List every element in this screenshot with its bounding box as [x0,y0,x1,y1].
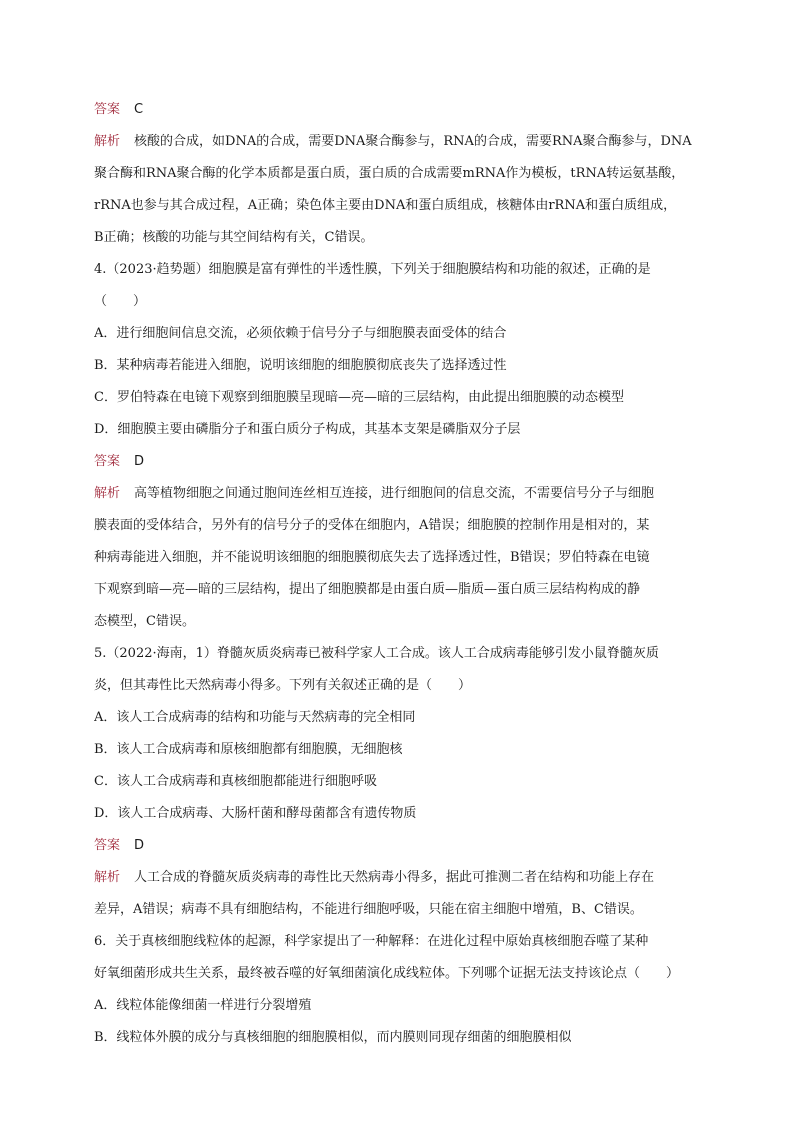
analysis-line [94,868,704,888]
answer-value: D [134,838,145,853]
answer-value: C [134,102,144,117]
answer-label: 答案 [94,102,121,117]
answer-label: 答案 [94,454,121,469]
question-6 [94,932,704,1048]
analysis-line [94,132,704,152]
option-a: A．线粒体能像细菌一样进行分裂增殖 [94,998,312,1013]
question-text: 5.（2022·海南，1）脊髓灰质炎病毒已被科学家人工合成。该人工合成病毒能够引发小鼠脊髓灰质 [94,646,659,661]
analysis-text: 膜表面的受体结合，另外有的信号分子的受体在细胞内，A错误；细胞膜的控制作用是相对的，某 [94,518,650,533]
option-c: C．该人工合成病毒和真核细胞都能进行细胞呼吸 [94,774,377,789]
option-b: B．某种病毒若能进入细胞，说明该细胞的细胞膜彻底丧失了选择透过性 [94,358,507,373]
option-a: A．该人工合成病毒的结构和功能与天然病毒的完全相同 [94,710,416,725]
analysis-text: 差异，A错误；病毒不具有细胞结构，不能进行细胞呼吸，只能在宿主细胞中增殖，B、C错误。 [94,902,643,917]
option-b: B．该人工合成病毒和原核细胞都有细胞膜，无细胞核 [94,742,403,757]
analysis-label: 解析 [94,870,121,885]
question-text: （ ） [94,294,147,309]
answer-line [94,100,704,120]
option-a: A．进行细胞间信息交流，必须依赖于信号分子与细胞膜表面受体的结合 [94,326,507,341]
answer-value: D [134,454,145,469]
question-text: 炎，但其毒性比天然病毒小得多。下列有关叙述正确的是（ ） [94,678,472,693]
analysis-text: 态模型，C错误。 [94,614,195,629]
question-text: 4.（2023·趋势题）细胞膜是富有弹性的半透性膜，下列关于细胞膜结构和功能的叙述，正确的是 [94,262,651,277]
analysis-text: 聚合酶和RNA聚合酶的化学本质都是蛋白质，蛋白质的合成需要mRNA作为模板，tRNA转运氨基酸， [94,166,685,181]
option-b: B．线粒体外膜的成分与真核细胞的细胞膜相似，而内膜则同现存细菌的细胞膜相似 [94,1030,572,1045]
option-c: C．罗伯特森在电镜下观察到细胞膜呈现暗—亮—暗的三层结构，由此提出细胞膜的动态模型 [94,390,624,405]
answer-line [94,452,704,472]
question-text: 6．关于真核细胞线粒体的起源，科学家提出了一种解释：在进化过程中原始真核细胞吞噬了某种 [94,934,649,949]
analysis-text: 下观察到暗—亮—暗的三层结构，提出了细胞膜都是由蛋白质—脂质—蛋白质三层结构构成的静 [94,582,641,597]
analysis-text: rRNA也参与其合成过程，A正确；染色体主要由DNA和蛋白质组成，核糖体由rRNA和蛋白质组成， [94,198,677,213]
analysis-text: 种病毒能进入细胞，并不能说明该细胞的细胞膜彻底失去了选择透过性，B错误；罗伯特森在电镜 [94,550,650,565]
analysis-block [94,132,704,248]
analysis-line [94,484,704,504]
answer-label: 答案 [94,838,121,853]
answer-line [94,836,704,856]
question-5 [94,644,704,824]
analysis-label: 解析 [94,486,121,501]
analysis-text: B正确；核酸的功能与其空间结构有关，C错误。 [94,230,374,245]
question-text: 好氧细菌形成共生关系，最终被吞噬的好氧细菌演化成线粒体。下列哪个证据无法支持该论点（ ） [94,966,680,981]
analysis-text: 人工合成的脊髓灰质炎病毒的毒性比天然病毒小得多，据此可推测二者在结构和功能上存在 [134,870,655,885]
option-d: D．该人工合成病毒、大肠杆菌和酵母菌都含有遗传物质 [94,806,417,821]
analysis-block [94,868,704,920]
analysis-text: 高等植物细胞之间通过胞间连丝相互连接，进行细胞间的信息交流，不需要信号分子与细胞 [134,486,655,501]
analysis-label: 解析 [94,134,121,149]
analysis-text: 核酸的合成，如DNA的合成，需要DNA聚合酶参与，RNA的合成，需要RNA聚合酶参与，DNA [134,134,692,149]
analysis-block [94,484,704,632]
question-4 [94,260,704,440]
option-d: D．细胞膜主要由磷脂分子和蛋白质分子构成，其基本支架是磷脂双分子层 [94,422,521,437]
document-page [94,100,704,1048]
